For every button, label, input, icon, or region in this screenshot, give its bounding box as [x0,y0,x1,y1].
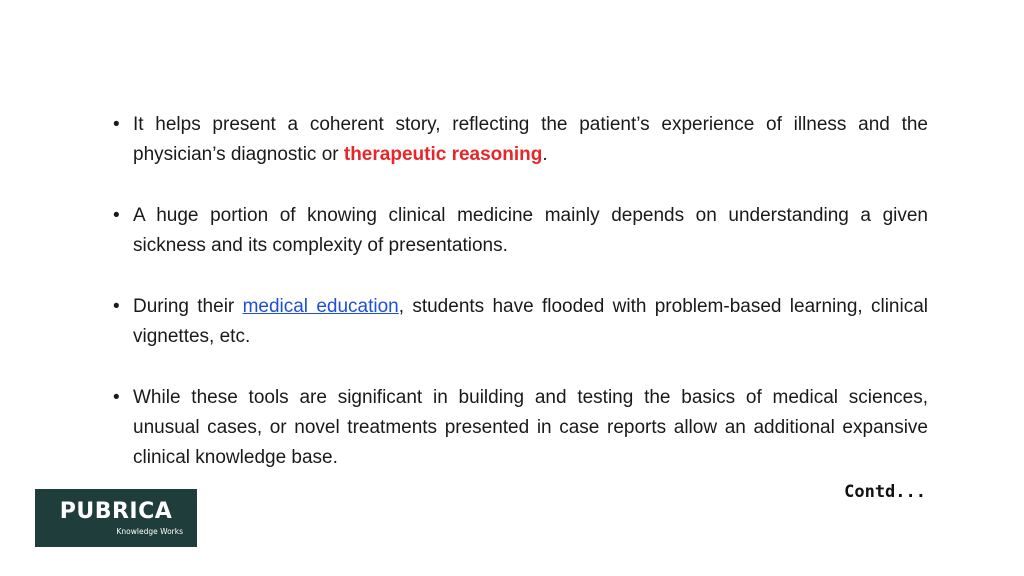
pubrica-logo [35,489,197,547]
bullet-dot: • [113,296,120,317]
bullet-dot: • [113,114,120,135]
medical-education-link[interactable]: medical education [242,296,399,317]
continued-label: Contd... [844,482,926,502]
bullet-item-2 [113,201,928,261]
bullet-text: A huge portion of knowing clinical medicine mainly depends on understanding a given sickness and its complexity of presentations. [133,205,928,256]
highlighted-term: therapeutic reasoning [343,144,543,165]
bullet-item-3 [113,292,928,352]
bullet-list [113,110,928,473]
bullet-dot: • [113,205,120,226]
bullet-item-4 [113,383,928,473]
bullet-text: While these tools are significant in building and testing the basics of medical sciences, unusual cases, or novel treatments presented in case reports allow an additional expansive clinical knowledge base. [133,387,928,468]
bullet-dot: • [113,387,120,408]
logo-name: PUBRICA [59,499,173,524]
bullet-text: During their [133,296,243,317]
logo-tagline: Knowledge Works [116,527,183,536]
bullet-text: , students have flooded with problem-based learning, clinical vignettes, etc. [133,296,928,347]
bullet-text: . [542,144,548,165]
bullet-item-1 [113,110,928,170]
bullet-text: It helps present a coherent story, reflecting the patient’s experience of illness and the physician’s diagnostic or [133,114,928,165]
